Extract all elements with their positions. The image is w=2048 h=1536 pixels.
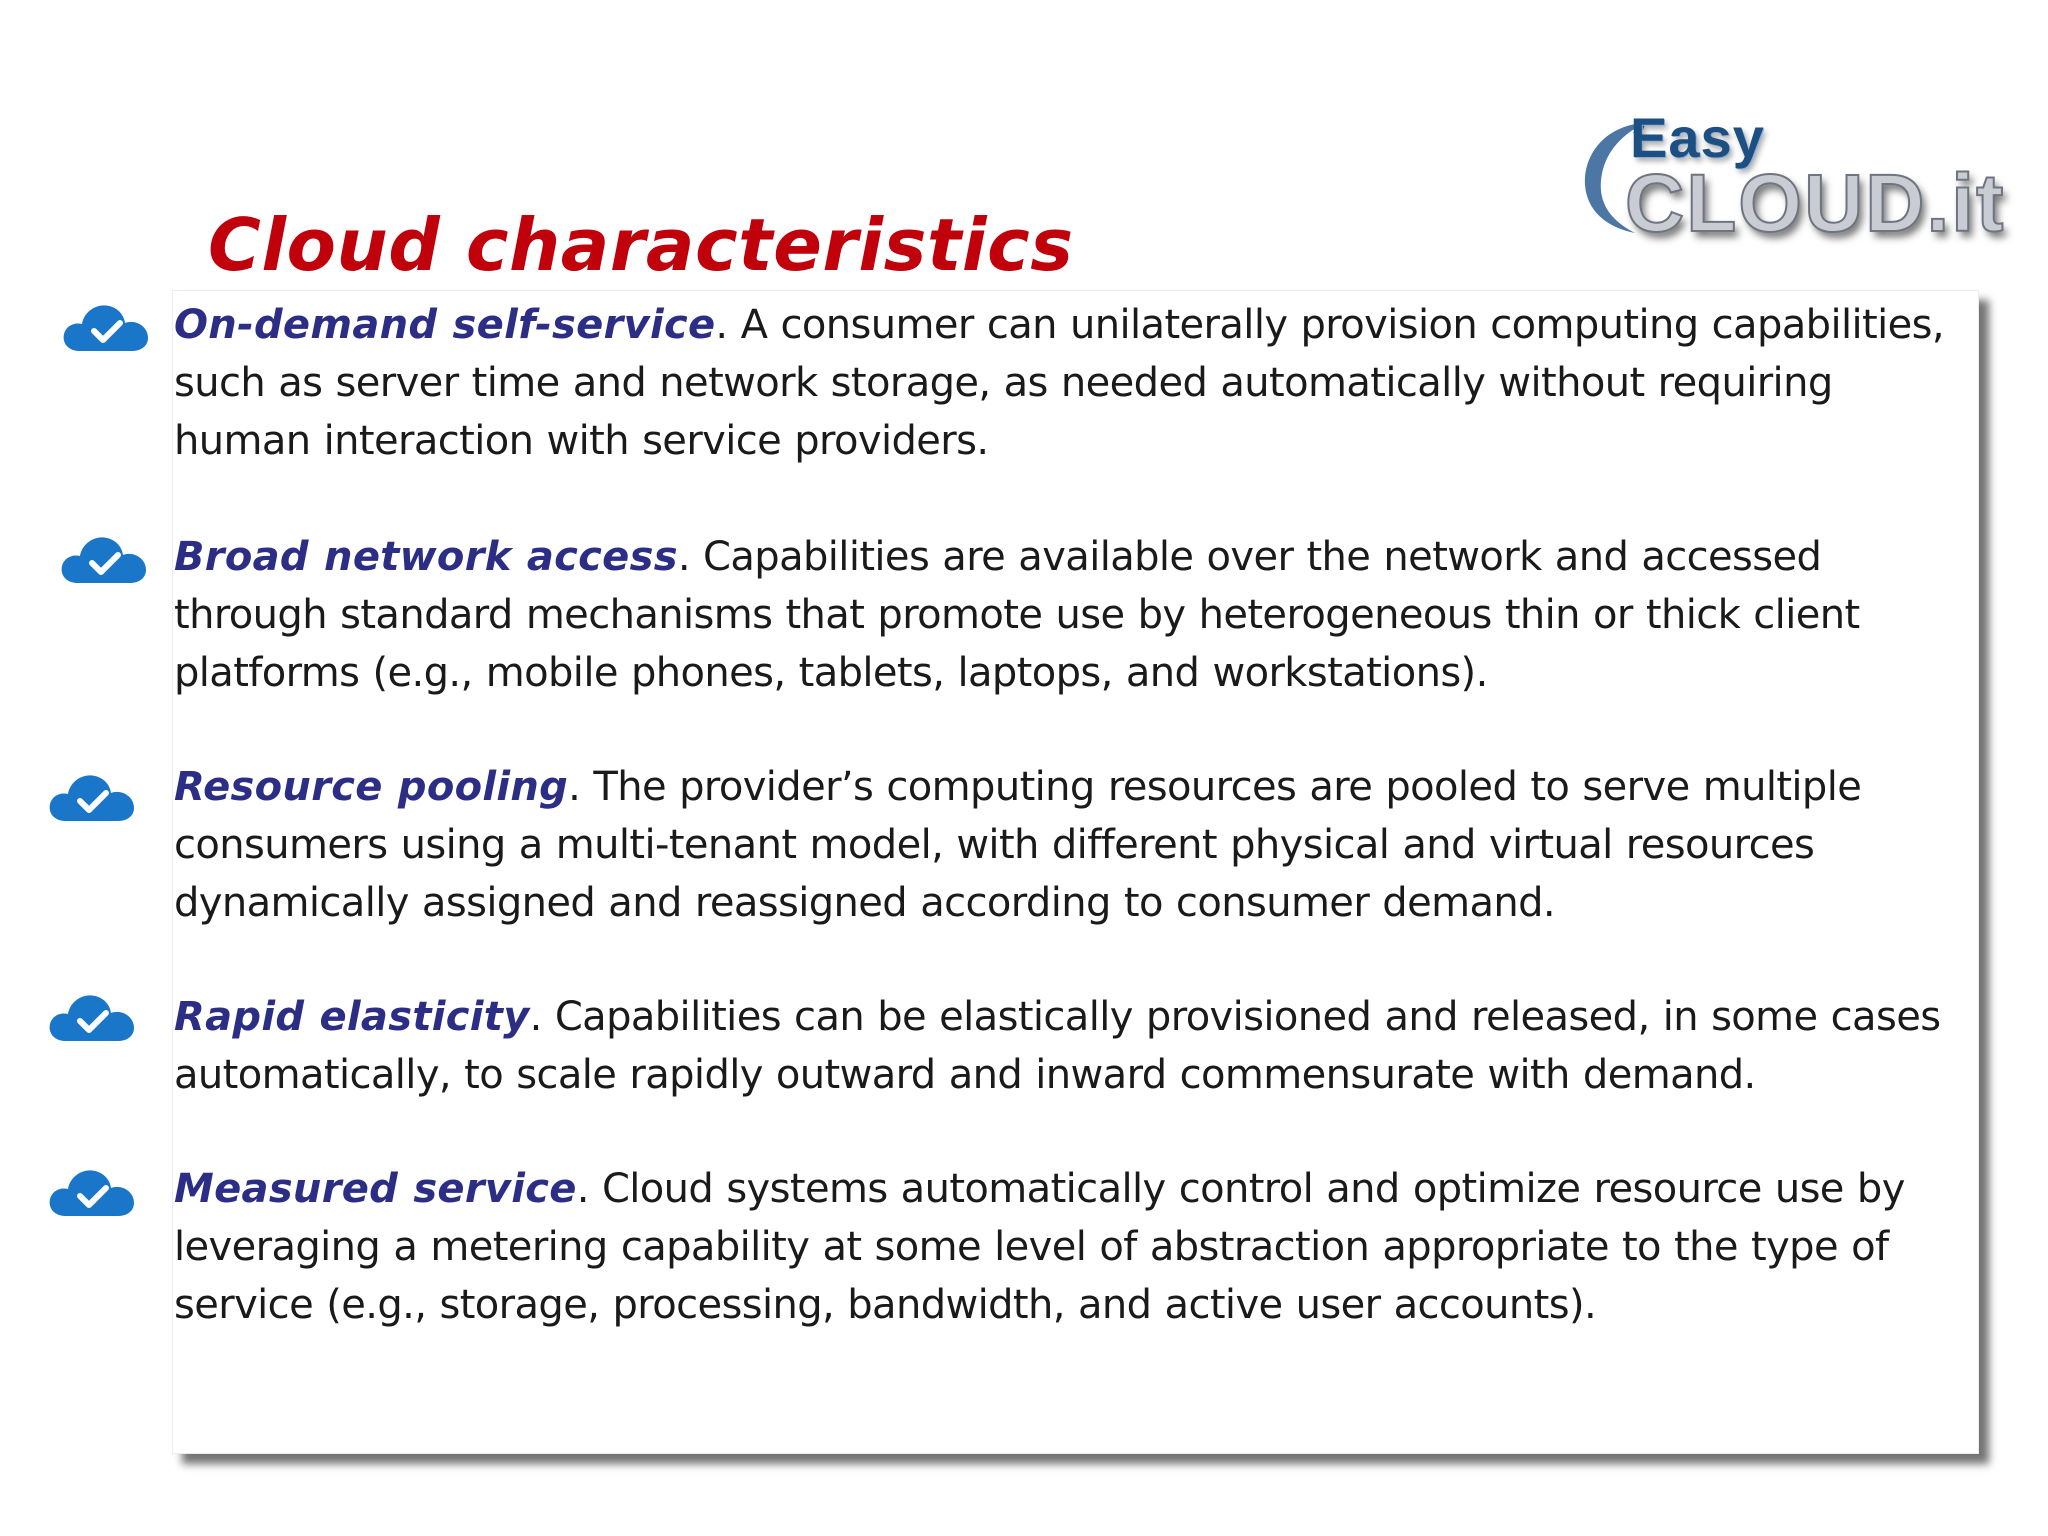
item-term: Resource pooling [174,764,569,810]
list-item [174,758,1964,932]
item-term: On-demand self-service [174,302,716,348]
item-description: . Capabilities can be elastically provisioned and released, in some cases automatically, to scale rapidly outward and inward commensurate with demand. [174,994,1941,1098]
item-term: Broad network access [174,534,678,580]
list-item [174,528,1964,702]
item-description: . The provider’s computing resources are pooled to serve multiple consumers using a multi-tenant model, with different physical and virtual resources dynamically assigned and reassigned according to consumer demand. [174,764,1862,926]
cloud-check-icon [46,985,138,1045]
cloud-check-icon [60,295,152,355]
list-item [174,296,1964,470]
cloud-check-icon [46,765,138,825]
cloud-check-icon [58,527,150,587]
slide-title: Cloud characteristics [208,203,1074,287]
logo-text-cloud: CLOUD.it [1625,158,2006,249]
logo-text-easy: Easy [1630,106,1765,169]
item-description: . Capabilities are available over the network and accessed through standard mechanisms that promote use by heterogeneous thin or thick client platforms (e.g., mobile phones, tablets, laptops, and workstations). [174,534,1860,696]
list-item [174,988,1964,1104]
easycloud-logo [1575,105,2005,255]
list-item [174,1160,1964,1334]
item-description: . Cloud systems automatically control and optimize resource use by leveraging a metering capability at some level of abstraction appropriate to the type of service (e.g., storage, processing, bandwidth, and active user accounts). [174,1166,1905,1328]
item-term: Measured service [174,1166,577,1212]
item-term: Rapid elasticity [174,994,530,1040]
item-description: . A consumer can unilaterally provision computing capabilities, such as server time and network storage, as needed automatically without requiring human interaction with service providers. [174,302,1944,464]
cloud-check-icon [46,1160,138,1220]
